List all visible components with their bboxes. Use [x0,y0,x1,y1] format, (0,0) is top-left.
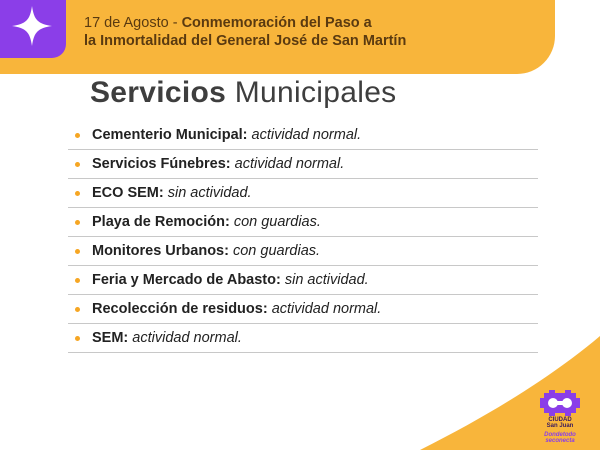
service-status: actividad normal. [234,156,345,172]
service-label: Monitores Urbanos: [92,243,229,259]
brand-name [534,417,586,429]
header-event-line-2: la Inmortalidad del General José de San Martín [84,33,407,49]
service-label: Recolección de residuos: [92,301,268,317]
service-status: sin actividad. [284,272,369,288]
service-status: actividad normal. [271,301,382,317]
service-status: actividad normal. [251,127,362,143]
service-status: con guardias. [233,214,321,230]
service-status: con guardias. [232,243,321,259]
service-label: SEM: [92,330,129,346]
service-label: Servicios Fúnebres: [92,156,231,172]
service-status: actividad normal. [132,330,242,346]
city-logo-icon [540,390,580,416]
title-bold: Servicios [90,76,227,109]
service-label: Playa de Remoción: [92,214,230,230]
brand-slogan [534,432,586,444]
brand-name-line-2: San Juan [546,423,574,429]
service-label: Cementerio Municipal: [92,127,248,143]
service-status: sin actividad. [167,185,252,201]
brand-name-line-1: CIUDAD [548,417,572,423]
service-label: Feria y Mercado de Abasto: [92,272,281,288]
title-regular: Municipales [234,76,397,109]
brand-logo [534,390,586,444]
brand-slogan-line-2: seconecta [545,438,575,444]
brand-slogan-line-1: Dondetodo [544,432,576,438]
header-date: 17 de Agosto [84,15,169,31]
header-separator: - [172,15,178,31]
service-label: ECO SEM: [92,185,164,201]
header-event-line-1: Conmemoración del Paso a [181,15,372,31]
